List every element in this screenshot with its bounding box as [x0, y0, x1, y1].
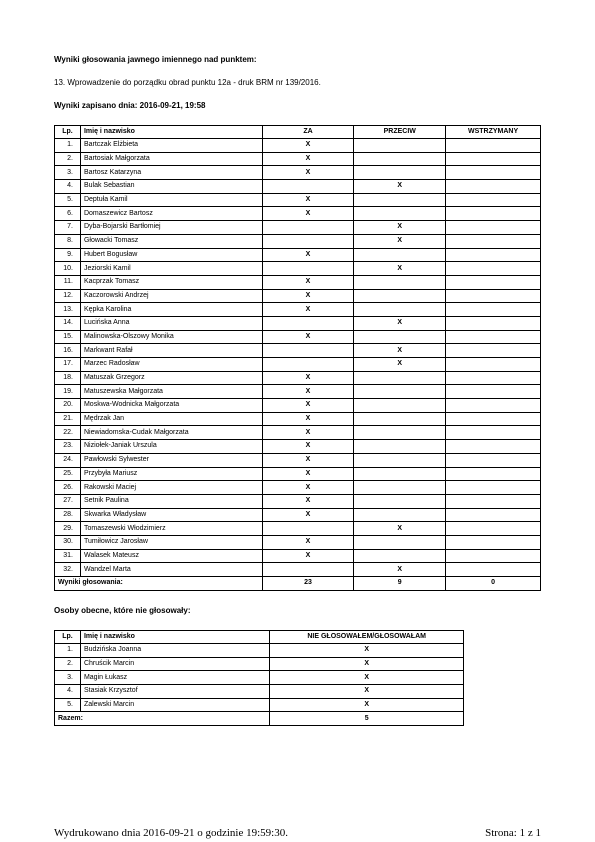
cell-name: Stasiak Krzysztof	[80, 685, 269, 699]
table-row	[55, 426, 541, 440]
table-row	[55, 275, 541, 289]
table-row	[55, 644, 464, 658]
cell-lp: 13.	[55, 303, 81, 317]
cell-za: X	[262, 371, 354, 385]
cell-lp: 10.	[55, 262, 81, 276]
cell-wstrzymany	[446, 481, 541, 495]
votes-summary-row	[55, 577, 541, 591]
cell-wstrzymany	[446, 426, 541, 440]
table-row	[55, 698, 464, 712]
cell-lp: 4.	[55, 180, 81, 194]
cell-lp: 29.	[55, 522, 81, 536]
table-row	[55, 207, 541, 221]
cell-name: Magin Łukasz	[80, 671, 269, 685]
table-row	[55, 303, 541, 317]
cell-lp: 30.	[55, 535, 81, 549]
cell-za: X	[262, 508, 354, 522]
cell-wstrzymany	[446, 549, 541, 563]
cell-name: Kacprzak Tomasz	[80, 275, 262, 289]
cell-za: X	[262, 289, 354, 303]
table-row	[55, 139, 541, 153]
col-wstrzymany: WSTRZYMANY	[446, 126, 541, 139]
table-row	[55, 522, 541, 536]
cell-lp: 5.	[55, 193, 81, 207]
cell-lp: 3.	[55, 166, 81, 180]
cell-przeciw	[354, 535, 446, 549]
cell-wstrzymany	[446, 152, 541, 166]
table-row	[55, 371, 541, 385]
votes-header-row	[55, 126, 541, 139]
cell-za: X	[262, 412, 354, 426]
agenda-item: 13. Wprowadzenie do porządku obrad punktu 12a - druk BRM nr 139/2016.	[54, 78, 321, 87]
cell-przeciw	[354, 289, 446, 303]
cell-lp: 32.	[55, 563, 81, 577]
cell-lp: 26.	[55, 481, 81, 495]
page-number: Strona: 1 z 1	[485, 827, 541, 839]
print-timestamp: Wydrukowano dnia 2016-09-21 o godzinie 19:59:30.	[54, 827, 288, 839]
cell-name: Niewiadomska-Cudak Małgorzata	[80, 426, 262, 440]
cell-wstrzymany	[446, 289, 541, 303]
cell-za: X	[262, 467, 354, 481]
cell-name: Kępka Karolina	[80, 303, 262, 317]
cell-status: X	[270, 644, 464, 658]
cell-za	[262, 262, 354, 276]
absent-col-name: Imię i nazwisko	[80, 631, 269, 644]
table-row	[55, 467, 541, 481]
cell-przeciw	[354, 399, 446, 413]
cell-name: Markwant Rafał	[80, 344, 262, 358]
cell-wstrzymany	[446, 467, 541, 481]
table-row	[55, 385, 541, 399]
cell-wstrzymany	[446, 453, 541, 467]
cell-przeciw	[354, 385, 446, 399]
cell-lp: 14.	[55, 316, 81, 330]
cell-name: Tomaszewski Włodzimierz	[80, 522, 262, 536]
cell-wstrzymany	[446, 248, 541, 262]
absent-header-row	[55, 631, 464, 644]
cell-za: X	[262, 440, 354, 454]
cell-wstrzymany	[446, 399, 541, 413]
table-row	[55, 262, 541, 276]
cell-name: Marzec Radosław	[80, 358, 262, 372]
cell-name: Bartczak Elżbieta	[80, 139, 262, 153]
table-row	[55, 685, 464, 699]
table-row	[55, 508, 541, 522]
cell-za: X	[262, 166, 354, 180]
table-row	[55, 234, 541, 248]
table-row	[55, 399, 541, 413]
cell-przeciw	[354, 193, 446, 207]
cell-lp: 8.	[55, 234, 81, 248]
table-row	[55, 657, 464, 671]
table-row	[55, 494, 541, 508]
cell-za	[262, 316, 354, 330]
cell-name: Rakowski Maciej	[80, 481, 262, 495]
col-lp: Lp.	[55, 126, 81, 139]
cell-lp: 6.	[55, 207, 81, 221]
cell-za	[262, 358, 354, 372]
cell-wstrzymany	[446, 563, 541, 577]
cell-przeciw	[354, 371, 446, 385]
cell-lp: 15.	[55, 330, 81, 344]
summary-przeciw: 9	[354, 577, 446, 591]
cell-przeciw	[354, 330, 446, 344]
cell-za	[262, 221, 354, 235]
table-row	[55, 344, 541, 358]
cell-name: Przybyła Mariusz	[80, 467, 262, 481]
cell-name: Deptuła Kamil	[80, 193, 262, 207]
cell-status: X	[270, 685, 464, 699]
cell-wstrzymany	[446, 358, 541, 372]
cell-name: Budzińska Joanna	[80, 644, 269, 658]
cell-wstrzymany	[446, 234, 541, 248]
table-row	[55, 358, 541, 372]
cell-lp: 21.	[55, 412, 81, 426]
table-row	[55, 221, 541, 235]
col-przeciw: PRZECIW	[354, 126, 446, 139]
document-title: Wyniki głosowania jawnego imiennego nad punktem:	[54, 55, 257, 64]
cell-wstrzymany	[446, 275, 541, 289]
cell-lp: 28.	[55, 508, 81, 522]
cell-wstrzymany	[446, 494, 541, 508]
cell-name: Matuszewska Małgorzata	[80, 385, 262, 399]
cell-wstrzymany	[446, 371, 541, 385]
absent-col-lp: Lp.	[55, 631, 81, 644]
cell-za: X	[262, 152, 354, 166]
cell-wstrzymany	[446, 193, 541, 207]
cell-wstrzymany	[446, 330, 541, 344]
absent-summary-label: Razem:	[55, 712, 270, 726]
cell-lp: 25.	[55, 467, 81, 481]
cell-za: X	[262, 139, 354, 153]
table-row	[55, 180, 541, 194]
cell-za: X	[262, 453, 354, 467]
cell-wstrzymany	[446, 535, 541, 549]
cell-name: Walasek Mateusz	[80, 549, 262, 563]
cell-przeciw	[354, 248, 446, 262]
cell-wstrzymany	[446, 316, 541, 330]
cell-lp: 2.	[55, 657, 81, 671]
cell-przeciw	[354, 152, 446, 166]
cell-name: Niziołek-Janiak Urszula	[80, 440, 262, 454]
cell-przeciw: X	[354, 344, 446, 358]
cell-name: Zalewski Marcin	[80, 698, 269, 712]
cell-name: Chruścik Marcin	[80, 657, 269, 671]
table-row	[55, 563, 541, 577]
cell-przeciw	[354, 481, 446, 495]
cell-name: Moskwa-Wodnicka Małgorzata	[80, 399, 262, 413]
table-row	[55, 316, 541, 330]
cell-lp: 27.	[55, 494, 81, 508]
absent-table	[54, 630, 464, 726]
cell-lp: 16.	[55, 344, 81, 358]
absent-summary-row	[55, 712, 464, 726]
cell-name: Jeziorski Kamil	[80, 262, 262, 276]
absent-title: Osoby obecne, które nie głosowały:	[54, 606, 191, 615]
cell-za: X	[262, 248, 354, 262]
table-row	[55, 481, 541, 495]
table-row	[55, 152, 541, 166]
cell-przeciw: X	[354, 180, 446, 194]
summary-za: 23	[262, 577, 354, 591]
cell-za: X	[262, 481, 354, 495]
table-row	[55, 289, 541, 303]
cell-lp: 2.	[55, 152, 81, 166]
cell-za	[262, 180, 354, 194]
cell-za: X	[262, 399, 354, 413]
cell-name: Bartosz Katarzyna	[80, 166, 262, 180]
table-row	[55, 440, 541, 454]
cell-lp: 5.	[55, 698, 81, 712]
cell-przeciw	[354, 494, 446, 508]
table-row	[55, 412, 541, 426]
cell-lp: 4.	[55, 685, 81, 699]
table-row	[55, 166, 541, 180]
absent-col-status: NIE GŁOSOWAŁEM/GŁOSOWAŁAM	[270, 631, 464, 644]
cell-name: Tumiłowicz Jarosław	[80, 535, 262, 549]
cell-przeciw	[354, 139, 446, 153]
cell-wstrzymany	[446, 221, 541, 235]
cell-name: Głowacki Tomasz	[80, 234, 262, 248]
cell-wstrzymany	[446, 412, 541, 426]
table-row	[55, 671, 464, 685]
cell-za: X	[262, 385, 354, 399]
table-row	[55, 549, 541, 563]
cell-przeciw	[354, 426, 446, 440]
cell-wstrzymany	[446, 166, 541, 180]
col-name: Imię i nazwisko	[80, 126, 262, 139]
table-row	[55, 453, 541, 467]
cell-name: Bartosiak Małgorzata	[80, 152, 262, 166]
cell-name: Mędrzak Jan	[80, 412, 262, 426]
cell-przeciw: X	[354, 563, 446, 577]
cell-status: X	[270, 657, 464, 671]
cell-za	[262, 234, 354, 248]
cell-name: Setnik Paulina	[80, 494, 262, 508]
table-row	[55, 248, 541, 262]
cell-lp: 22.	[55, 426, 81, 440]
cell-lp: 1.	[55, 139, 81, 153]
cell-name: Malinowska-Olszowy Monika	[80, 330, 262, 344]
votes-table	[54, 125, 541, 591]
cell-przeciw: X	[354, 221, 446, 235]
absent-summary-value: 5	[270, 712, 464, 726]
cell-przeciw: X	[354, 262, 446, 276]
cell-name: Wandzel Marta	[80, 563, 262, 577]
cell-name: Matuszak Grzegorz	[80, 371, 262, 385]
table-row	[55, 193, 541, 207]
summary-label: Wyniki głosowania:	[55, 577, 263, 591]
cell-przeciw	[354, 440, 446, 454]
cell-wstrzymany	[446, 180, 541, 194]
cell-przeciw	[354, 453, 446, 467]
cell-za	[262, 563, 354, 577]
cell-za: X	[262, 426, 354, 440]
cell-przeciw: X	[354, 234, 446, 248]
cell-wstrzymany	[446, 440, 541, 454]
cell-name: Domaszewicz Bartosz	[80, 207, 262, 221]
cell-za: X	[262, 549, 354, 563]
cell-za: X	[262, 207, 354, 221]
cell-lp: 17.	[55, 358, 81, 372]
cell-lp: 23.	[55, 440, 81, 454]
cell-name: Kaczorowski Andrzej	[80, 289, 262, 303]
cell-wstrzymany	[446, 207, 541, 221]
cell-lp: 18.	[55, 371, 81, 385]
cell-wstrzymany	[446, 262, 541, 276]
cell-name: Lucińska Anna	[80, 316, 262, 330]
cell-za: X	[262, 303, 354, 317]
cell-name: Hubert Bogusław	[80, 248, 262, 262]
cell-name: Skwarka Władysław	[80, 508, 262, 522]
cell-wstrzymany	[446, 522, 541, 536]
saved-timestamp: Wyniki zapisano dnia: 2016-09-21, 19:58	[54, 101, 206, 110]
summary-wstrzymany: 0	[446, 577, 541, 591]
cell-lp: 31.	[55, 549, 81, 563]
table-row	[55, 330, 541, 344]
cell-lp: 12.	[55, 289, 81, 303]
cell-lp: 24.	[55, 453, 81, 467]
cell-przeciw: X	[354, 316, 446, 330]
cell-status: X	[270, 671, 464, 685]
cell-name: Dyba-Bojarski Bartłomiej	[80, 221, 262, 235]
cell-name: Bulak Sebastian	[80, 180, 262, 194]
cell-przeciw	[354, 275, 446, 289]
cell-za	[262, 522, 354, 536]
cell-za	[262, 344, 354, 358]
cell-za: X	[262, 330, 354, 344]
cell-przeciw	[354, 166, 446, 180]
cell-za: X	[262, 193, 354, 207]
cell-lp: 9.	[55, 248, 81, 262]
cell-wstrzymany	[446, 508, 541, 522]
cell-przeciw: X	[354, 522, 446, 536]
cell-wstrzymany	[446, 385, 541, 399]
col-za: ZA	[262, 126, 354, 139]
cell-przeciw	[354, 467, 446, 481]
cell-lp: 11.	[55, 275, 81, 289]
cell-przeciw	[354, 549, 446, 563]
cell-lp: 19.	[55, 385, 81, 399]
cell-przeciw: X	[354, 358, 446, 372]
cell-lp: 20.	[55, 399, 81, 413]
cell-za: X	[262, 275, 354, 289]
cell-lp: 3.	[55, 671, 81, 685]
cell-name: Pawłowski Sylwester	[80, 453, 262, 467]
cell-lp: 7.	[55, 221, 81, 235]
cell-przeciw	[354, 207, 446, 221]
cell-wstrzymany	[446, 139, 541, 153]
cell-za: X	[262, 494, 354, 508]
cell-za: X	[262, 535, 354, 549]
cell-przeciw	[354, 303, 446, 317]
table-row	[55, 535, 541, 549]
cell-wstrzymany	[446, 344, 541, 358]
cell-przeciw	[354, 412, 446, 426]
cell-status: X	[270, 698, 464, 712]
cell-lp: 1.	[55, 644, 81, 658]
cell-przeciw	[354, 508, 446, 522]
cell-wstrzymany	[446, 303, 541, 317]
